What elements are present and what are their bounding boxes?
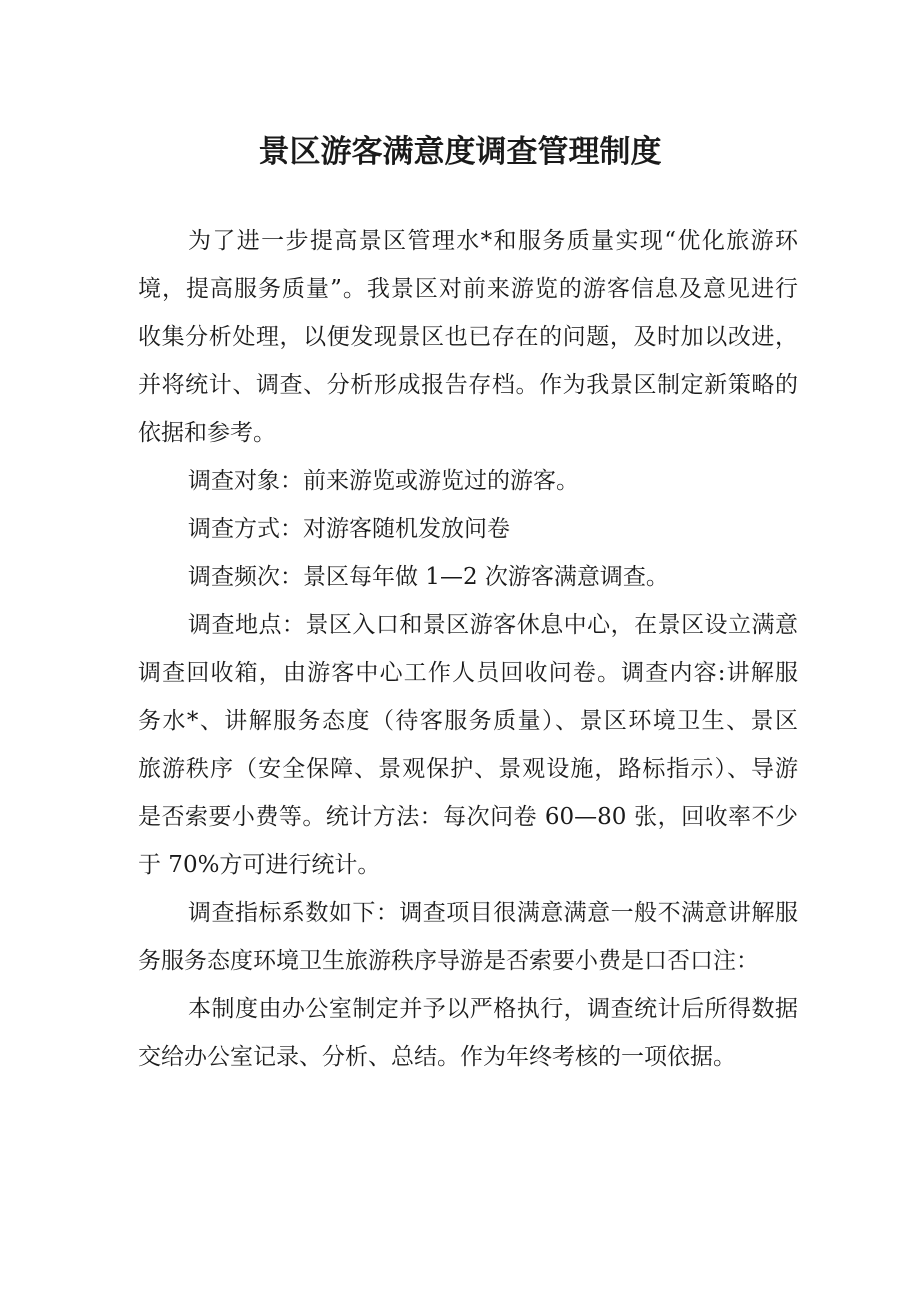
paragraph-line: 收集分析处理，以便发现景区也已存在的问题，及时加以改进， — [138, 324, 798, 350]
paragraph-line: 务服务态度环境卫生旅游秩序导游是否索要小费是口否口注： — [138, 948, 759, 974]
paragraph-line: 依据和参考。 — [138, 420, 276, 446]
document-title: 景区游客满意度调查管理制度 — [258, 134, 662, 170]
paragraph-line: 并将统计、调查、分析形成报告存档。作为我景区制定新策略的 — [138, 372, 798, 398]
paragraph-line: 交给办公室记录、分析、总结。作为年终考核的一项依据。 — [138, 1044, 736, 1070]
paragraph-line: 调查方式：对游客随机发放问卷 — [188, 516, 510, 542]
paragraph-line: 调查频次：景区每年做 1—2 次游客满意调查。 — [188, 564, 669, 590]
paragraph-line: 旅游秩序（安全保障、景观保护、景观设施，路标指示）、导游 — [138, 756, 798, 782]
paragraph-line: 为了进一步提高景区管理水*和服务质量实现“优化旅游环 — [188, 228, 798, 254]
paragraph-line: 调查回收箱，由游客中心工作人员回收问卷。调查内容:讲解服 — [138, 660, 798, 686]
paragraph-line: 调查指标系数如下：调查项目很满意满意一般不满意讲解服 — [188, 900, 798, 926]
paragraph-line: 调查地点：景区入口和景区游客休息中心，在景区设立满意 — [188, 612, 798, 638]
paragraph-line: 境，提高服务质量”。我景区对前来游览的游客信息及意见进行 — [138, 276, 798, 302]
paragraph-line: 本制度由办公室制定并予以严格执行，调查统计后所得数据 — [188, 996, 798, 1022]
paragraph-line: 是否索要小费等。统计方法：每次问卷 60—80 张，回收率不少 — [138, 804, 798, 830]
paragraph-line: 调查对象：前来游览或游览过的游客。 — [188, 468, 579, 494]
paragraph-line: 于 70%方可进行统计。 — [138, 852, 381, 878]
paragraph-line: 务水*、讲解服务态度（待客服务质量）、景区环境卫生、景区 — [138, 708, 798, 734]
